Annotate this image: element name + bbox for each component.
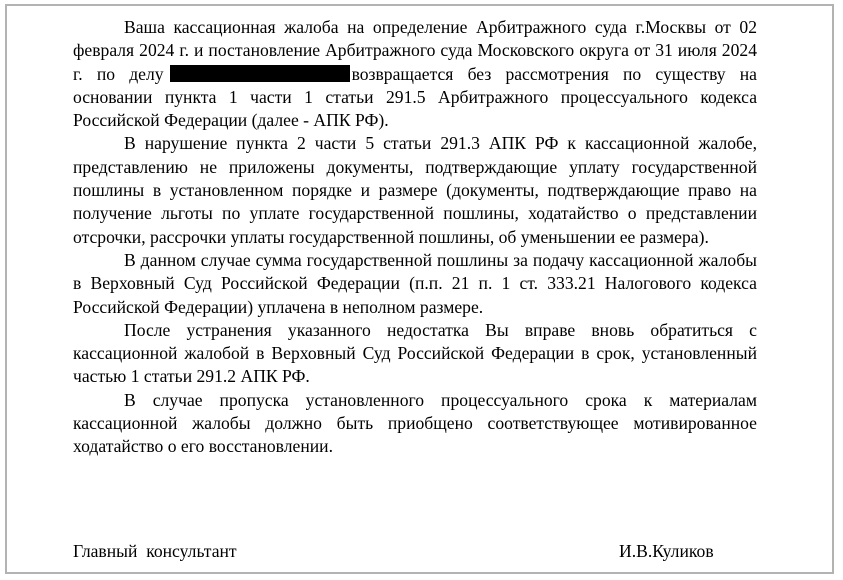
redacted-case-number [170,65,350,82]
letter-body [73,16,757,459]
paragraph-return-notice-start: Ваша кассационная жалоба на определение Арбитражного суда г.Москвы от 02 февраля 2024 г. и постановление Арбитражного суда Московского округа от 31 июля 2024 г. по делу [73,17,757,84]
paragraph-resubmission: После устранения указанного недостатка Вы вправе вновь обратиться с кассационной жалобой в Верховный Суд Российской Федерации в срок, установленный частью 1 статьи 291.2 АПК РФ. [73,319,757,387]
signatory-title: Главный консультант [73,541,237,561]
paragraph-return-notice [73,16,757,132]
paragraph-deadline-restore: В случае пропуска установленного процессуального срока к материалам кассационной жалобы должно быть приобщено соответствующее мотивированное ходатайство о его восстановлении. [73,389,757,457]
paragraph-fee-underpaid: В данном случае сумма государственной пошлины за подачу кассационной жалобы в Верховный Суд Российской Федерации (п.п. 21 п. 1 ст. 333.21 Налогового кодекса Российской Федерации) уплачена в неполном размере. [73,249,757,317]
paragraph-return-notice-end: возвращается без рассмотрения по существу на основании пункта 1 части 1 статьи 291.5 Арбитражного процессуального кодекса Российской Федерации (далее - АПК РФ). [73,63,757,131]
signatory-name: И.В.Куликов [619,541,714,561]
paragraph-violation: В нарушение пункта 2 части 5 статьи 291.3 АПК РФ к кассационной жалобе, представлению не приложены документы, подтверждающие уплату государственной пошлины в установленном порядке и размере (документы, подтверждающие право на получение льготы по уплате государственной пошлины, ходатайство о представлении отсрочки, рассрочки уплаты государственной пошлины, об уменьшении ее размера). [73,133,757,247]
